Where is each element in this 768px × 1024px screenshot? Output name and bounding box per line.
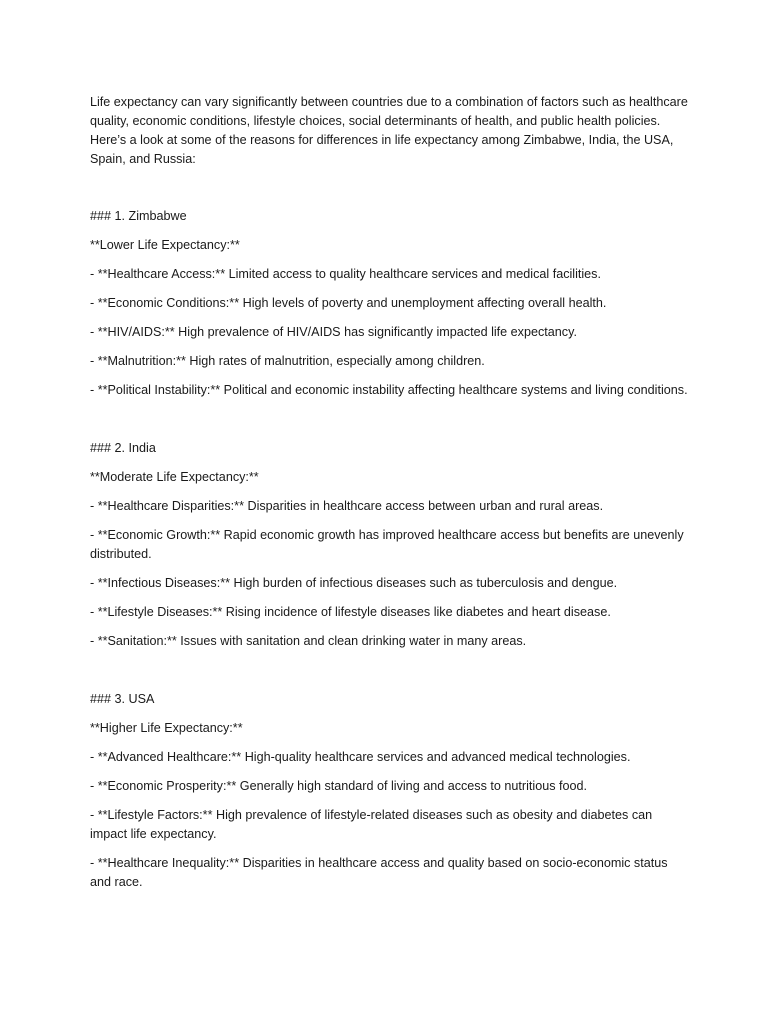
section-heading-india: ### 2. India [90,441,156,455]
bullet-item: - **Economic Growth:** Rapid economic growth has improved healthcare access but benefits are unevenly distributed. [90,528,684,561]
section-subheading-usa: **Higher Life Expectancy:** [90,721,243,735]
bullet-item: - **HIV/AIDS:** High prevalence of HIV/AIDS has significantly impacted life expectancy. [90,325,577,339]
document-body [90,93,690,902]
section-subheading-zimbabwe: **Lower Life Expectancy:** [90,238,240,252]
bullet-item: - **Healthcare Disparities:** Disparities in healthcare access between urban and rural areas. [90,499,604,513]
bullet-item: - **Economic Prosperity:** Generally high standard of living and access to nutritious food. [90,779,588,793]
bullet-item: - **Healthcare Inequality:** Disparities in healthcare access and quality based on socio-economic status and race. [90,856,668,889]
intro-paragraph: Life expectancy can vary significantly between countries due to a combination of factors such as healthcare quality, economic conditions, lifestyle choices, social determinants of health, and public health policies. Here’s a look at some of the reasons for differences in life expectancy among Zimbabwe, India, the USA, Spain, and Russia: [90,95,688,166]
bullet-item: - **Economic Conditions:** High levels of poverty and unemployment affecting overall health. [90,296,607,310]
section-subheading-india: **Moderate Life Expectancy:** [90,470,259,484]
section-heading-zimbabwe: ### 1. Zimbabwe [90,209,187,223]
section-heading-usa: ### 3. USA [90,692,155,706]
bullet-item: - **Malnutrition:** High rates of malnutrition, especially among children. [90,354,485,368]
bullet-item: - **Sanitation:** Issues with sanitation and clean drinking water in many areas. [90,634,527,648]
bullet-item: - **Lifestyle Diseases:** Rising incidence of lifestyle diseases like diabetes and heart disease. [90,605,611,619]
bullet-item: - **Infectious Diseases:** High burden of infectious diseases such as tuberculosis and dengue. [90,576,618,590]
bullet-item: - **Political Instability:** Political and economic instability affecting healthcare systems and living conditions. [90,383,688,397]
bullet-item: - **Advanced Healthcare:** High-quality healthcare services and advanced medical technologies. [90,750,631,764]
bullet-item: - **Healthcare Access:** Limited access to quality healthcare services and medical facilities. [90,267,601,281]
bullet-item: - **Lifestyle Factors:** High prevalence of lifestyle-related diseases such as obesity and diabetes can impact life expectancy. [90,808,653,841]
